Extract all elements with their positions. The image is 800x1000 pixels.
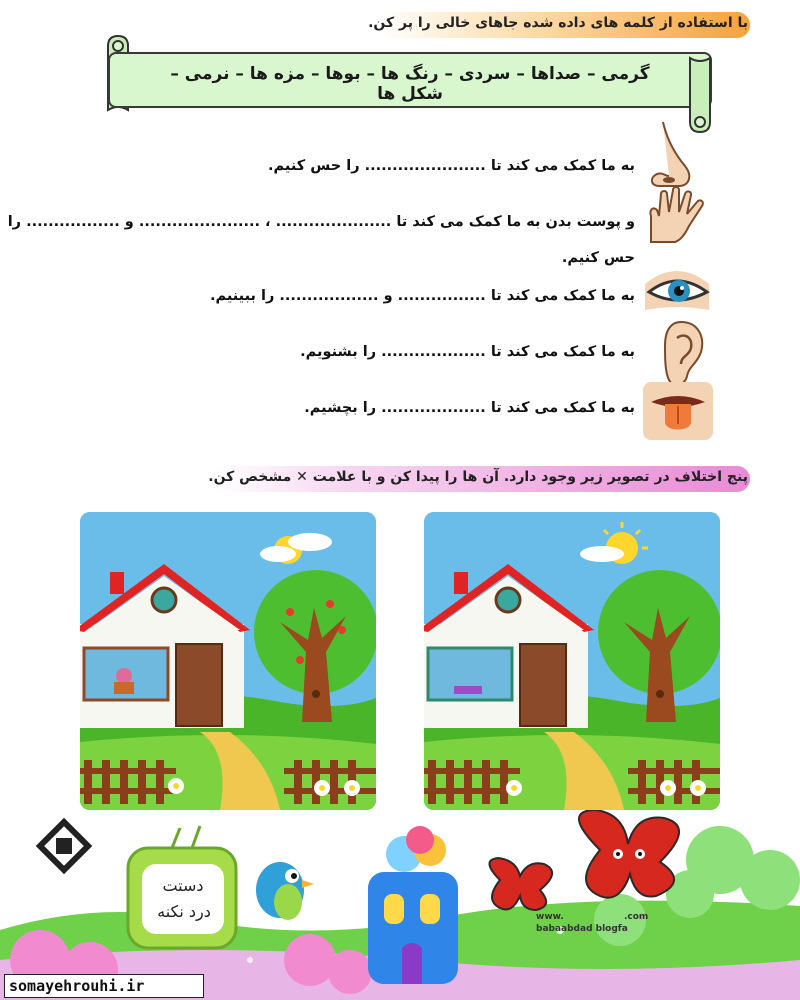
sentence-tongue: به ما کمک می کند تا ................... را بچشیم. xyxy=(304,400,635,416)
difference-picture-right[interactable] xyxy=(424,512,720,810)
sentence-ear: به ما کمک می کند تا ................... را بشنویم. xyxy=(300,344,635,360)
sign-text-line2: درد نکنه xyxy=(157,902,211,921)
difference-picture-left[interactable] xyxy=(80,512,376,810)
ear-icon xyxy=(655,318,707,390)
tongue-icon xyxy=(643,382,713,440)
word-bank: گرمی – صداها – سردی – رنگ ها – بوها – مزه ها – نرمی – شکل ها xyxy=(170,64,650,104)
website-label[interactable]: somayehrouhi.ir xyxy=(4,974,204,998)
bottom-decoration xyxy=(0,810,800,1000)
sentence-nose: به ما کمک می کند تا ...................... را حس کنیم. xyxy=(268,158,635,174)
logo-url-top: www. xyxy=(536,912,564,922)
eye-icon xyxy=(643,264,713,314)
sign-text-line1: دستت xyxy=(162,876,204,895)
nose-icon xyxy=(645,120,695,190)
butterfly-icon xyxy=(579,810,679,898)
logo-url-bottom: babaabdad blogfa xyxy=(536,924,628,934)
sentence-hand-line2: حس کنیم. xyxy=(561,250,635,266)
sentence-hand-line1: و پوست بدن به ما کمک می کند تا ..................... ، ...................... و ................. را xyxy=(7,214,635,230)
sentence-eye: به ما کمک می کند تا ................ و .................. را ببینیم. xyxy=(209,288,635,304)
hand-icon xyxy=(645,186,713,246)
instruction-1-text: با استفاده از کلمه های داده شده جاهای خالی را پر کن. xyxy=(368,15,748,31)
logo-icon xyxy=(36,818,93,875)
logo-url-com: .com xyxy=(624,912,649,922)
instruction-2-text: پنج اختلاف در تصویر زیر وجود دارد. آن ها را پیدا کن و با علامت ✕ مشخص کن. xyxy=(208,469,748,485)
